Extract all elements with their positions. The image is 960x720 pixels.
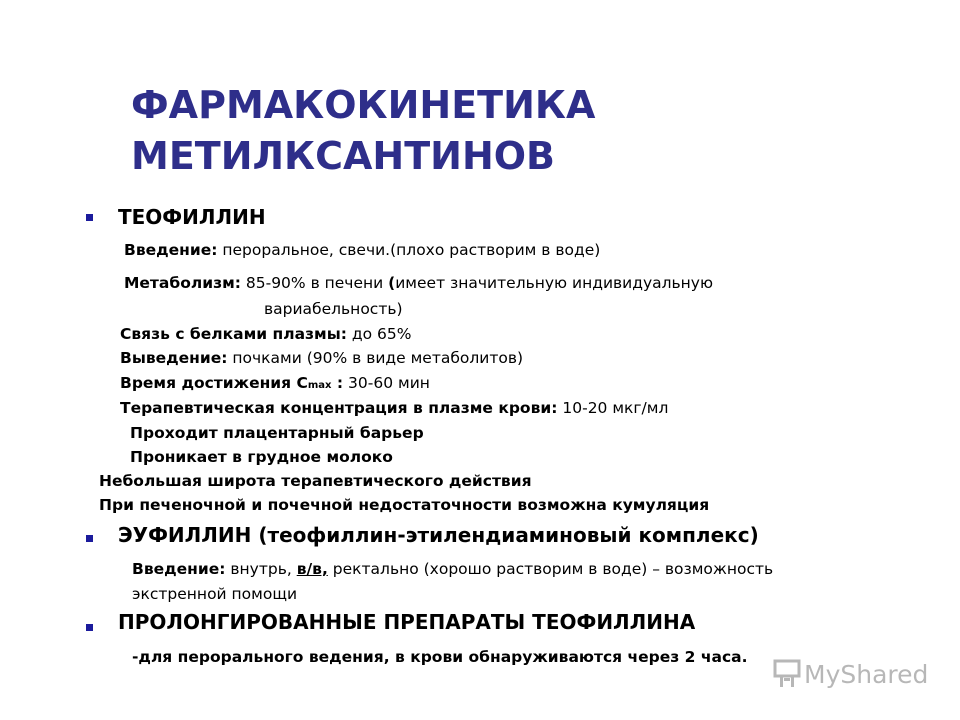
concentration-label: Терапевтическая концентрация в плазме крови: [120, 399, 558, 417]
theophylline-narrow-range: Небольшая широта терапевтического действия [99, 472, 532, 490]
protein-label: Связь с белками плазмы: [120, 325, 347, 343]
presentation-board-icon [773, 659, 801, 689]
theophylline-concentration [120, 398, 668, 418]
slide-title-line-2: МЕТИЛКСАНТИНОВ [131, 134, 556, 178]
time-label: Время достижения С [120, 374, 308, 392]
theophylline-excretion [120, 348, 523, 368]
concentration-value: 10-20 мкг/мл [557, 399, 669, 417]
slide-title [131, 80, 595, 182]
theophylline-cumulation: При печеночной и почечной недостаточности возможна кумуляция [99, 496, 710, 514]
theophylline-time-to-cmax [120, 373, 430, 396]
euphylline-intro-a: внутрь, [225, 560, 297, 578]
metabolism-paren: ( [388, 274, 396, 292]
bullet-square-icon [86, 624, 93, 631]
euphylline-intro-b: ректально (хорошо растворим в воде) – возможность [327, 560, 774, 578]
theophylline-metabolism-cont: вариабельность) [264, 300, 403, 318]
euphylline-intro-label: Введение: [132, 560, 226, 578]
metabolism-value-a: 85-90% в печени [240, 274, 389, 292]
protein-value: до 65% [346, 325, 412, 343]
theophylline-placenta: Проходит плацентарный барьер [130, 424, 424, 442]
excretion-label: Выведение: [120, 349, 228, 367]
watermark-logo [773, 655, 933, 695]
theophylline-metabolism [124, 273, 713, 293]
time-subscript: max [307, 380, 332, 391]
prolonged-note: -для перорального ведения, в крови обнаруживаются через 2 часа. [132, 648, 748, 666]
metabolism-value-b: имеет значительную индивидуальную [395, 274, 714, 292]
theophylline-breast-milk: Проникает в грудное молоко [130, 448, 393, 466]
time-value: 30-60 мин [343, 374, 430, 392]
euphylline-heading: ЭУФИЛЛИН (теофиллин-этилендиаминовый комплекс) [118, 523, 759, 547]
bullet-square-icon [86, 214, 93, 221]
slide-title-line-1: ФАРМАКОКИНЕТИКА [131, 83, 596, 127]
intro-value: пероральное, свечи.(плохо растворим в воде) [217, 241, 601, 259]
metabolism-label: Метаболизм: [124, 274, 241, 292]
time-colon: : [331, 374, 344, 392]
euphylline-intro [132, 559, 773, 579]
excretion-value: почками (90% в виде метаболитов) [227, 349, 524, 367]
euphylline-intro-iv: в/в, [296, 560, 328, 578]
euphylline-intro-cont: экстренной помощи [132, 585, 298, 603]
theophylline-heading: ТЕОФИЛЛИН [118, 205, 266, 229]
bullet-square-icon [86, 535, 93, 542]
watermark-text: MyShared [804, 660, 929, 689]
prolonged-heading: ПРОЛОНГИРОВАННЫЕ ПРЕПАРАТЫ ТЕОФИЛЛИНА [118, 610, 696, 634]
theophylline-protein-binding [120, 324, 411, 344]
theophylline-intro [124, 240, 600, 260]
intro-label: Введение: [124, 241, 218, 259]
